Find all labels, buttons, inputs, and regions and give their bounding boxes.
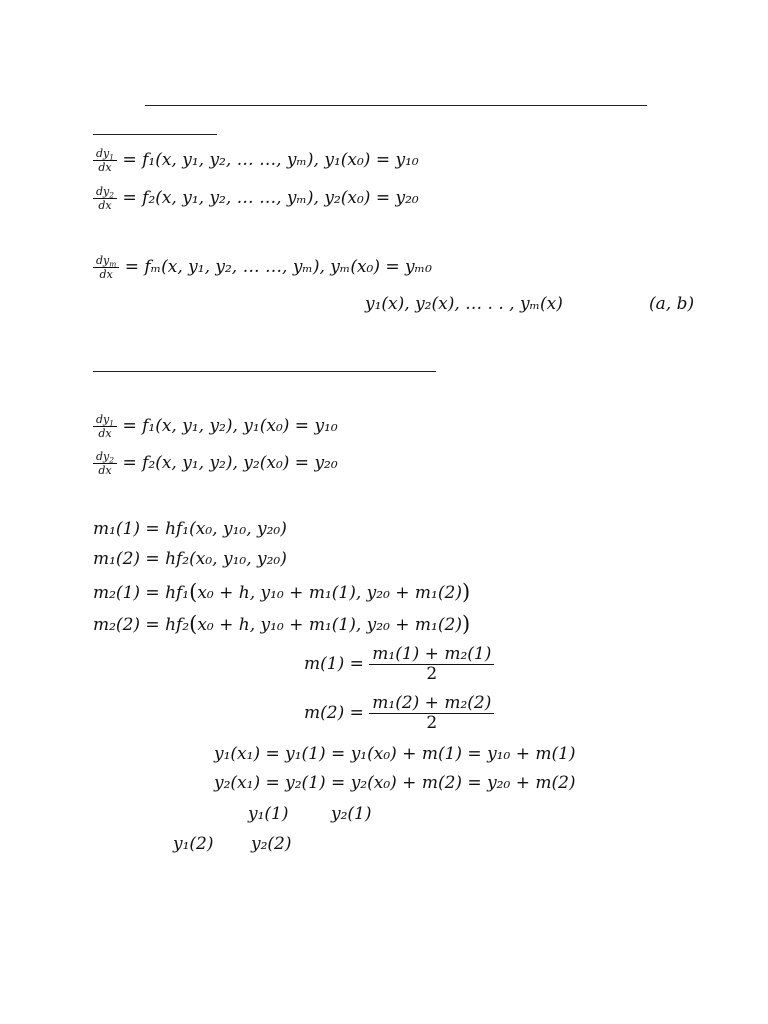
update-y1: y₁(x₁) = y₁(1) = y₁(x₀) + m(1) = y₁₀ + m(1)	[214, 744, 576, 764]
derivative-fraction: $\frac{dy_1}{dx}$	[93, 148, 117, 173]
average-m2: m(2) = $\frac{\text{m₁(2) + m₂(2)}}{2}$	[304, 695, 494, 732]
heading-rule-1	[93, 134, 217, 135]
step-m2-1: m₂(1) = hf₁(x₀ + h, y₁₀ + m₁(1), y₂₀ + m₁(2))	[93, 580, 471, 604]
system-eq-m: $\frac{dy_m}{dx}$ = fₘ(x, y₁, y₂, … …, yₘ), yₘ(x₀) = yₘ₀	[93, 255, 432, 280]
derivative-fraction: $\frac{dy_1}{dx}$	[93, 414, 117, 439]
system-eq-2: $\frac{dy_2}{dx}$ = f₂(x, y₁, y₂, … …, yₘ), y₂(x₀) = y₂₀	[93, 186, 419, 211]
average-fraction: $\frac{\text{m₁(1) + m₂(1)}}{2}$	[369, 646, 494, 683]
average-fraction: $\frac{\text{m₁(2) + m₂(2)}}{2}$	[369, 695, 494, 732]
update-y2: y₂(x₁) = y₂(1) = y₂(x₀) + m(2) = y₂₀ + m(2)	[214, 773, 576, 793]
derivative-fraction: $\frac{dy_m}{dx}$	[93, 255, 119, 280]
step-m1-1: m₁(1) = hf₁(x₀, y₁₀, y₂₀)	[93, 519, 287, 539]
derivative-fraction: $\frac{dy_2}{dx}$	[93, 186, 117, 211]
result-y2-2: y₂(2)	[251, 834, 292, 854]
two-eq-1: $\frac{dy_1}{dx}$ = f₁(x, y₁, y₂), y₁(x₀) = y₁₀	[93, 414, 338, 439]
two-eq-2: $\frac{dy_2}{dx}$ = f₂(x, y₁, y₂), y₂(x₀) = y₂₀	[93, 451, 338, 476]
result-y1-2: y₁(2)	[173, 834, 214, 854]
result-y2-1: y₂(1)	[331, 804, 372, 824]
solution-functions: y₁(x), y₂(x), … . . , yₘ(x)	[365, 294, 563, 314]
derivative-fraction: $\frac{dy_2}{dx}$	[93, 451, 117, 476]
title-rule	[145, 105, 647, 106]
system-eq-1: $\frac{dy_1}{dx}$ = f₁(x, y₁, y₂, … …, yₘ), y₁(x₀) = y₁₀	[93, 148, 419, 173]
step-m2-2: m₂(2) = hf₂(x₀ + h, y₁₀ + m₁(1), y₂₀ + m₁(2))	[93, 612, 471, 636]
result-y1-1: y₁(1)	[248, 804, 289, 824]
heading-rule-2	[93, 371, 436, 372]
average-m1: m(1) = $\frac{\text{m₁(1) + m₂(1)}}{2}$	[304, 646, 494, 683]
interval: (a, b)	[649, 294, 695, 314]
step-m1-2: m₁(2) = hf₂(x₀, y₁₀, y₂₀)	[93, 549, 287, 569]
